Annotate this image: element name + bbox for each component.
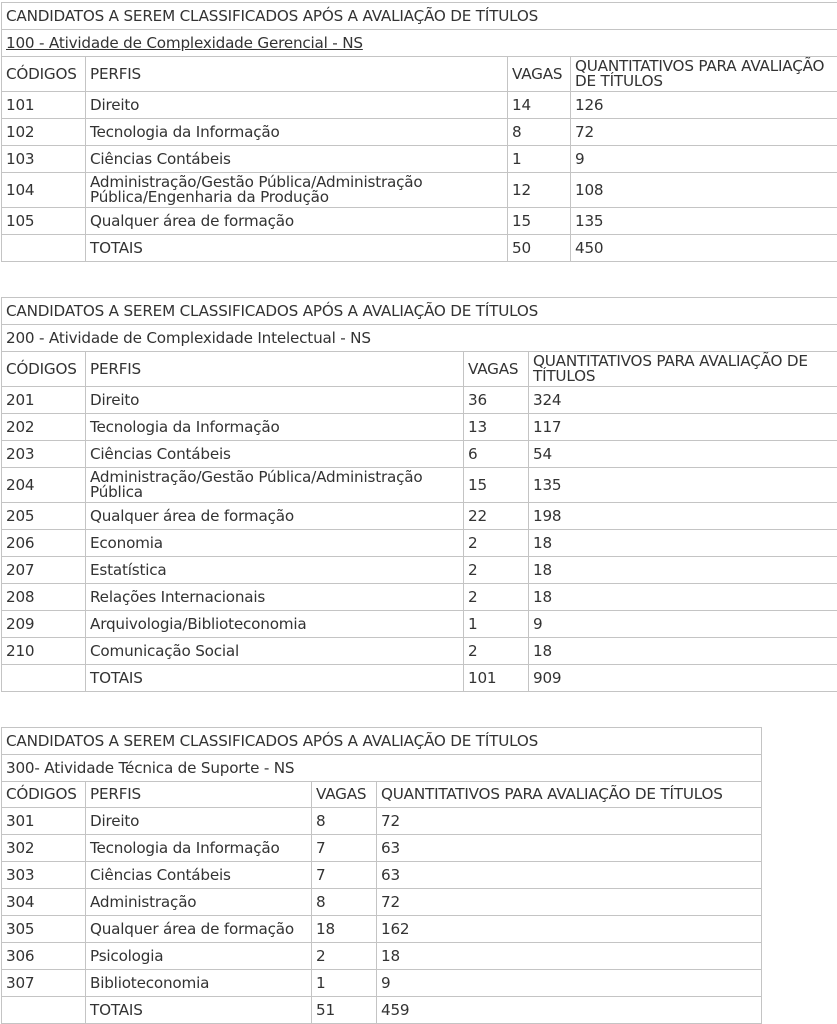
cell-vacancies: 12 <box>508 173 571 208</box>
cell-profile: Arquivologia/Biblioteconomia <box>86 611 464 638</box>
cell-profile: Administração <box>86 889 312 916</box>
table-row <box>2 638 837 665</box>
table-title: CANDIDATOS A SEREM CLASSIFICADOS APÓS A AVALIAÇÃO DE TÍTULOS <box>2 298 837 325</box>
table-title: CANDIDATOS A SEREM CLASSIFICADOS APÓS A AVALIAÇÃO DE TÍTULOS <box>2 728 762 755</box>
cell-vacancies: 1 <box>312 970 377 997</box>
cell-profile: Ciências Contábeis <box>86 441 464 468</box>
table-row <box>2 173 837 208</box>
totals-label: TOTAIS <box>86 665 464 692</box>
header-row <box>2 352 837 387</box>
cell-profile: Ciências Contábeis <box>86 146 508 173</box>
table-row <box>2 557 837 584</box>
cell-code: 105 <box>2 208 86 235</box>
table-300-tecnica <box>1 727 762 1024</box>
cell-quantity: 126 <box>571 92 837 119</box>
header-vacancies: VAGAS <box>508 57 571 92</box>
cell-quantity: 72 <box>571 119 837 146</box>
cell-profile: Tecnologia da Informação <box>86 414 464 441</box>
cell-code: 302 <box>2 835 86 862</box>
cell-quantity: 135 <box>529 468 837 503</box>
table-row <box>2 862 762 889</box>
cell-vacancies: 1 <box>464 611 529 638</box>
cell-quantity: 18 <box>529 557 837 584</box>
totals-quantity: 459 <box>377 997 762 1024</box>
table-title: CANDIDATOS A SEREM CLASSIFICADOS APÓS A AVALIAÇÃO DE TÍTULOS <box>2 3 837 30</box>
cell-quantity: 117 <box>529 414 837 441</box>
header-row <box>2 782 762 808</box>
table-row <box>2 146 837 173</box>
cell-profile: Comunicação Social <box>86 638 464 665</box>
cell-quantity: 324 <box>529 387 837 414</box>
cell-code: 101 <box>2 92 86 119</box>
table-row <box>2 916 762 943</box>
cell-code: 103 <box>2 146 86 173</box>
table-row <box>2 584 837 611</box>
cell-vacancies: 8 <box>312 889 377 916</box>
header-codes: CÓDIGOS <box>2 57 86 92</box>
cell-code: 201 <box>2 387 86 414</box>
cell-vacancies: 2 <box>312 943 377 970</box>
table-row <box>2 970 762 997</box>
cell-quantity: 198 <box>529 503 837 530</box>
table-subtitle: 200 - Atividade de Complexidade Intelectual - NS <box>2 325 837 352</box>
table-row <box>2 503 837 530</box>
cell-quantity: 63 <box>377 862 762 889</box>
cell-profile: Psicologia <box>86 943 312 970</box>
cell-vacancies: 7 <box>312 862 377 889</box>
cell-vacancies: 6 <box>464 441 529 468</box>
header-quantity: QUANTITATIVOS PARA AVALIAÇÃO DE TÍTULOS <box>571 57 837 92</box>
table-subtitle: 100 - Atividade de Complexidade Gerencial - NS <box>2 30 837 57</box>
cell-profile: Qualquer área de formação <box>86 208 508 235</box>
cell-empty <box>2 997 86 1024</box>
cell-vacancies: 2 <box>464 530 529 557</box>
totals-quantity: 450 <box>571 235 837 262</box>
cell-code: 203 <box>2 441 86 468</box>
cell-empty <box>2 665 86 692</box>
cell-quantity: 9 <box>529 611 837 638</box>
table-100-gerencial <box>1 2 837 262</box>
table-row <box>2 414 837 441</box>
cell-quantity: 72 <box>377 889 762 916</box>
table-row <box>2 808 762 835</box>
header-vacancies: VAGAS <box>312 782 377 808</box>
cell-code: 206 <box>2 530 86 557</box>
cell-code: 207 <box>2 557 86 584</box>
cell-code: 102 <box>2 119 86 146</box>
cell-vacancies: 2 <box>464 638 529 665</box>
header-quantity: QUANTITATIVOS PARA AVALIAÇÃO DE TÍTULOS <box>529 352 837 387</box>
cell-vacancies: 36 <box>464 387 529 414</box>
cell-vacancies: 13 <box>464 414 529 441</box>
cell-profile: Administração/Gestão Pública/Administração Pública <box>86 468 464 503</box>
cell-code: 202 <box>2 414 86 441</box>
cell-quantity: 9 <box>571 146 837 173</box>
cell-vacancies: 2 <box>464 584 529 611</box>
cell-quantity: 54 <box>529 441 837 468</box>
cell-quantity: 63 <box>377 835 762 862</box>
table-subtitle: 300- Atividade Técnica de Suporte - NS <box>2 755 762 782</box>
totals-label: TOTAIS <box>86 235 508 262</box>
cell-profile: Estatística <box>86 557 464 584</box>
cell-profile: Tecnologia da Informação <box>86 835 312 862</box>
table-200-intelectual <box>1 297 837 692</box>
cell-profile: Tecnologia da Informação <box>86 119 508 146</box>
cell-code: 303 <box>2 862 86 889</box>
cell-vacancies: 8 <box>508 119 571 146</box>
cell-vacancies: 7 <box>312 835 377 862</box>
cell-code: 305 <box>2 916 86 943</box>
cell-code: 204 <box>2 468 86 503</box>
table-row <box>2 943 762 970</box>
totals-vacancies: 51 <box>312 997 377 1024</box>
table-row <box>2 441 837 468</box>
table-row <box>2 468 837 503</box>
header-quantity: QUANTITATIVOS PARA AVALIAÇÃO DE TÍTULOS <box>377 782 762 808</box>
header-codes: CÓDIGOS <box>2 782 86 808</box>
header-profiles: PERFIS <box>86 782 312 808</box>
header-codes: CÓDIGOS <box>2 352 86 387</box>
cell-profile: Administração/Gestão Pública/Administração Pública/Engenharia da Produção <box>86 173 508 208</box>
table-row <box>2 92 837 119</box>
cell-code: 306 <box>2 943 86 970</box>
cell-vacancies: 8 <box>312 808 377 835</box>
cell-code: 205 <box>2 503 86 530</box>
totals-vacancies: 101 <box>464 665 529 692</box>
table-row <box>2 119 837 146</box>
header-row <box>2 57 837 92</box>
cell-quantity: 18 <box>529 638 837 665</box>
cell-profile: Economia <box>86 530 464 557</box>
cell-quantity: 135 <box>571 208 837 235</box>
cell-vacancies: 18 <box>312 916 377 943</box>
cell-profile: Biblioteconomia <box>86 970 312 997</box>
cell-vacancies: 22 <box>464 503 529 530</box>
cell-vacancies: 2 <box>464 557 529 584</box>
cell-code: 301 <box>2 808 86 835</box>
totals-vacancies: 50 <box>508 235 571 262</box>
cell-vacancies: 15 <box>508 208 571 235</box>
table-row <box>2 835 762 862</box>
totals-row <box>2 997 762 1024</box>
cell-profile: Qualquer área de formação <box>86 916 312 943</box>
cell-code: 210 <box>2 638 86 665</box>
header-vacancies: VAGAS <box>464 352 529 387</box>
header-profiles: PERFIS <box>86 352 464 387</box>
table-row <box>2 889 762 916</box>
cell-vacancies: 14 <box>508 92 571 119</box>
cell-code: 304 <box>2 889 86 916</box>
totals-row <box>2 235 837 262</box>
cell-vacancies: 1 <box>508 146 571 173</box>
cell-code: 208 <box>2 584 86 611</box>
cell-quantity: 108 <box>571 173 837 208</box>
cell-profile: Direito <box>86 808 312 835</box>
cell-quantity: 162 <box>377 916 762 943</box>
cell-empty <box>2 235 86 262</box>
cell-quantity: 18 <box>377 943 762 970</box>
table-row <box>2 611 837 638</box>
totals-quantity: 909 <box>529 665 837 692</box>
table-row <box>2 530 837 557</box>
cell-quantity: 18 <box>529 584 837 611</box>
cell-quantity: 72 <box>377 808 762 835</box>
cell-profile: Relações Internacionais <box>86 584 464 611</box>
cell-vacancies: 15 <box>464 468 529 503</box>
cell-profile: Ciências Contábeis <box>86 862 312 889</box>
cell-code: 209 <box>2 611 86 638</box>
cell-code: 104 <box>2 173 86 208</box>
totals-row <box>2 665 837 692</box>
totals-label: TOTAIS <box>86 997 312 1024</box>
cell-quantity: 9 <box>377 970 762 997</box>
header-profiles: PERFIS <box>86 57 508 92</box>
cell-code: 307 <box>2 970 86 997</box>
cell-profile: Direito <box>86 387 464 414</box>
cell-profile: Qualquer área de formação <box>86 503 464 530</box>
cell-profile: Direito <box>86 92 508 119</box>
table-row <box>2 387 837 414</box>
cell-quantity: 18 <box>529 530 837 557</box>
table-row <box>2 208 837 235</box>
